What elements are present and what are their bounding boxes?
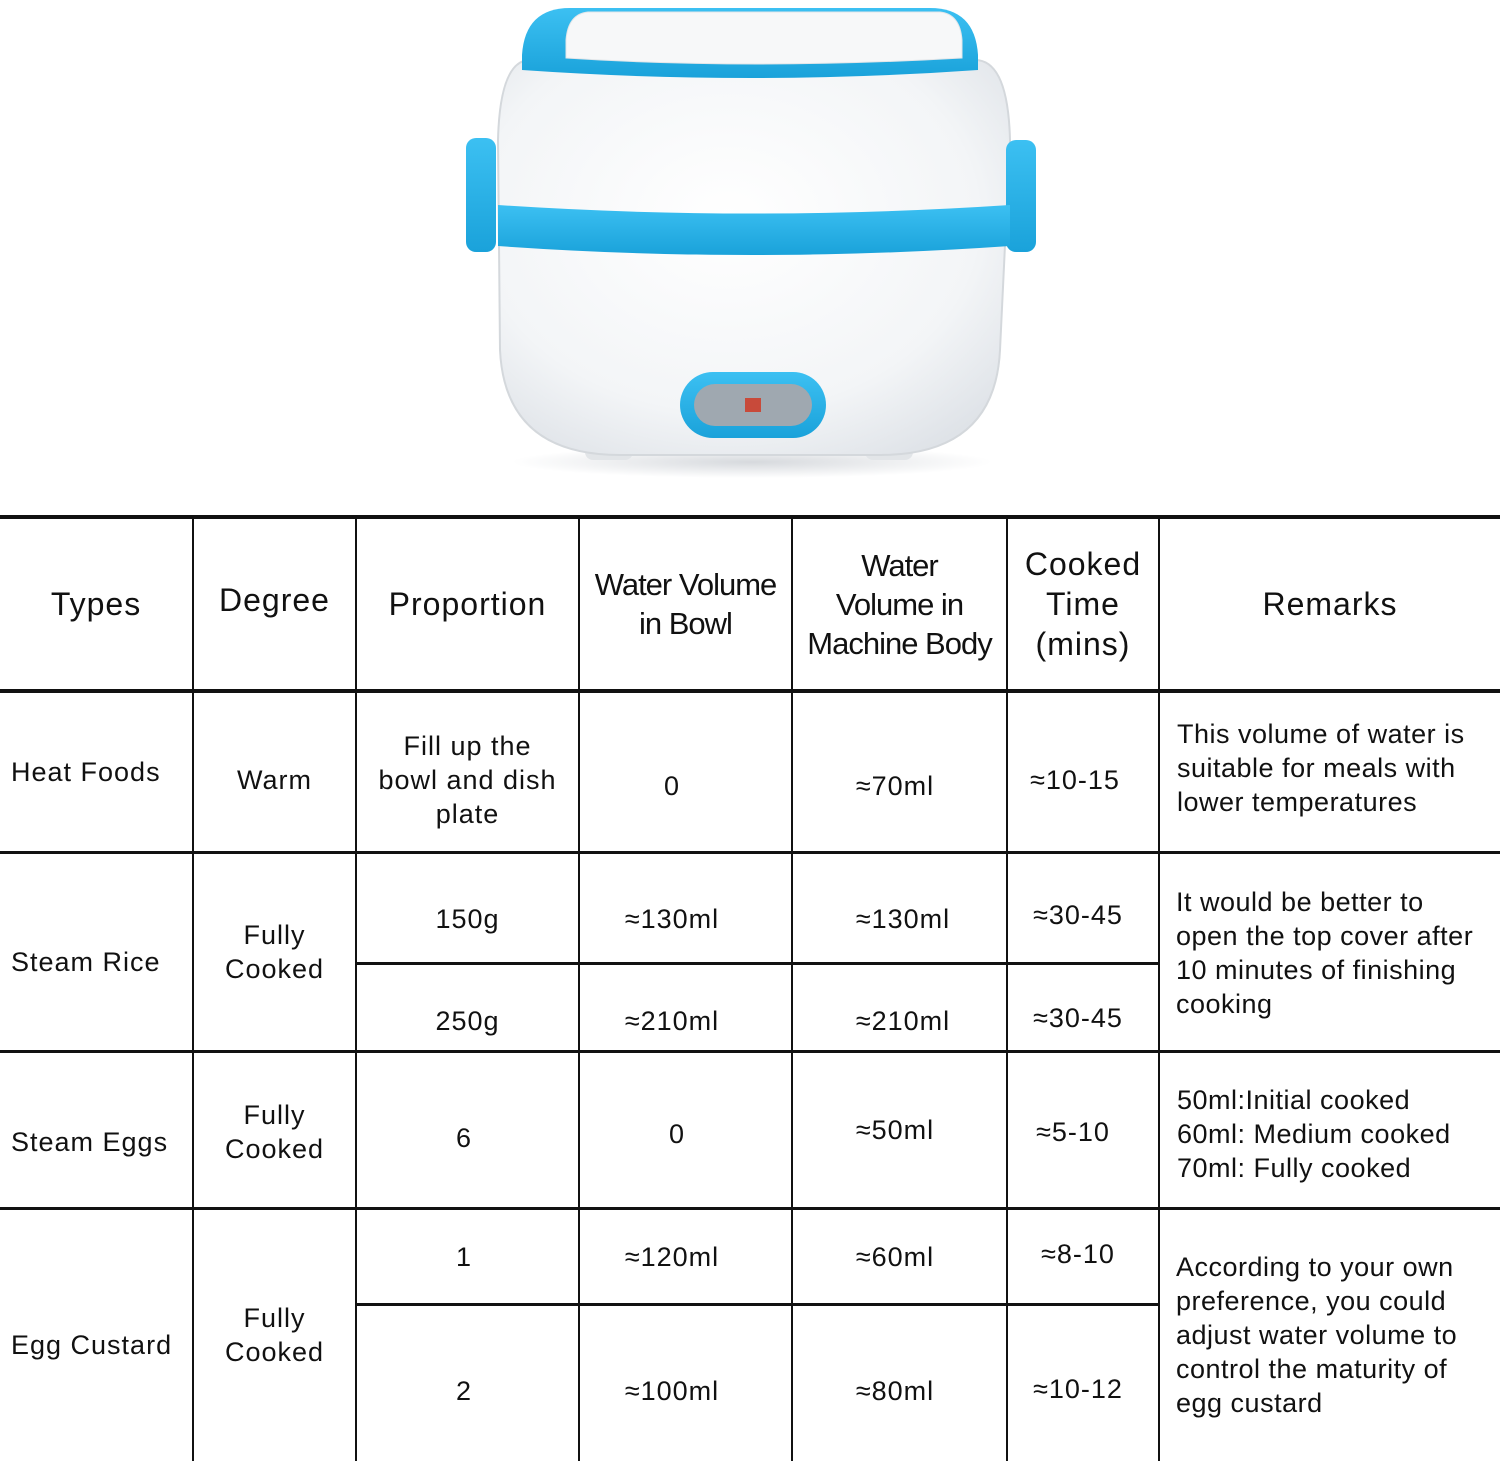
header-proportion: Proportion bbox=[388, 586, 547, 622]
custard-water-bowl-1: ≈120ml bbox=[624, 1241, 720, 1272]
custard-cooked-time-1: ≈8-10 bbox=[1041, 1238, 1115, 1269]
header-water-body: Water Volume in Machine Body bbox=[807, 547, 992, 661]
custard-degree: Fully Cooked bbox=[224, 1303, 325, 1367]
header-cooked-time: Cooked Time (mins) bbox=[1024, 546, 1142, 662]
handle-right bbox=[1006, 140, 1036, 252]
heat-water-body: ≈70ml bbox=[855, 771, 935, 801]
rice-degree: Fully Cooked bbox=[224, 920, 325, 984]
heat-type: Heat Foods bbox=[11, 757, 161, 787]
rice-water-body-2: ≈210ml bbox=[855, 1005, 951, 1036]
eggs-type: Steam Eggs bbox=[11, 1127, 169, 1157]
heat-water-bowl: 0 bbox=[663, 771, 681, 801]
custard-water-bowl-2: ≈100ml bbox=[624, 1376, 720, 1406]
rice-water-body-1: ≈130ml bbox=[855, 904, 951, 934]
custard-water-body-2: ≈80ml bbox=[855, 1376, 935, 1406]
custard-cooked-time-2: ≈10-12 bbox=[1033, 1374, 1123, 1404]
rice-water-bowl-1: ≈130ml bbox=[624, 904, 720, 934]
rice-type: Steam Rice bbox=[11, 947, 161, 977]
rice-cooked-time-1: ≈30-45 bbox=[1033, 900, 1123, 930]
heat-degree: Warm bbox=[237, 765, 312, 795]
custard-remark: According to your own preference, you could adjust water volume to control the maturity of egg custard bbox=[1176, 1252, 1458, 1418]
handle-left bbox=[466, 138, 496, 252]
header-degree: Degree bbox=[219, 582, 330, 618]
cooking-guide-table bbox=[0, 515, 1500, 1461]
lunch-box-cooker-image bbox=[430, 0, 1070, 500]
header-remarks: Remarks bbox=[1262, 586, 1398, 622]
rice-proportion-1: 150g bbox=[435, 904, 500, 934]
eggs-remark: 50ml:Initial cooked 60ml: Medium cooked 70ml: Fully cooked bbox=[1177, 1085, 1451, 1183]
custard-proportion-1: 1 bbox=[455, 1241, 473, 1272]
eggs-degree: Fully Cooked bbox=[224, 1100, 325, 1164]
rice-cooked-time-2: ≈30-45 bbox=[1033, 1002, 1123, 1033]
rice-proportion-2: 250g bbox=[435, 1005, 500, 1036]
eggs-proportion: 6 bbox=[455, 1123, 473, 1153]
lid-top bbox=[566, 12, 962, 64]
eggs-water-body: ≈50ml bbox=[855, 1115, 935, 1145]
rice-water-bowl-2: ≈210ml bbox=[624, 1005, 720, 1036]
header-water-bowl: Water Volume in Bowl bbox=[594, 567, 777, 641]
indicator-light bbox=[745, 398, 761, 412]
custard-water-body-1: ≈60ml bbox=[855, 1241, 935, 1272]
heat-remark: This volume of water is suitable for meals with lower temperatures bbox=[1177, 719, 1465, 817]
eggs-cooked-time: ≈5-10 bbox=[1036, 1117, 1110, 1147]
custard-proportion-2: 2 bbox=[455, 1376, 473, 1406]
heat-cooked-time: ≈10-15 bbox=[1030, 765, 1120, 795]
eggs-water-bowl: 0 bbox=[668, 1119, 686, 1149]
custard-type: Egg Custard bbox=[11, 1330, 173, 1360]
rice-remark: It would be better to open the top cover after 10 minutes of finishing cooking bbox=[1176, 887, 1474, 1019]
heat-proportion: Fill up the bowl and dish plate bbox=[378, 731, 557, 829]
header-types: Types bbox=[50, 586, 142, 622]
